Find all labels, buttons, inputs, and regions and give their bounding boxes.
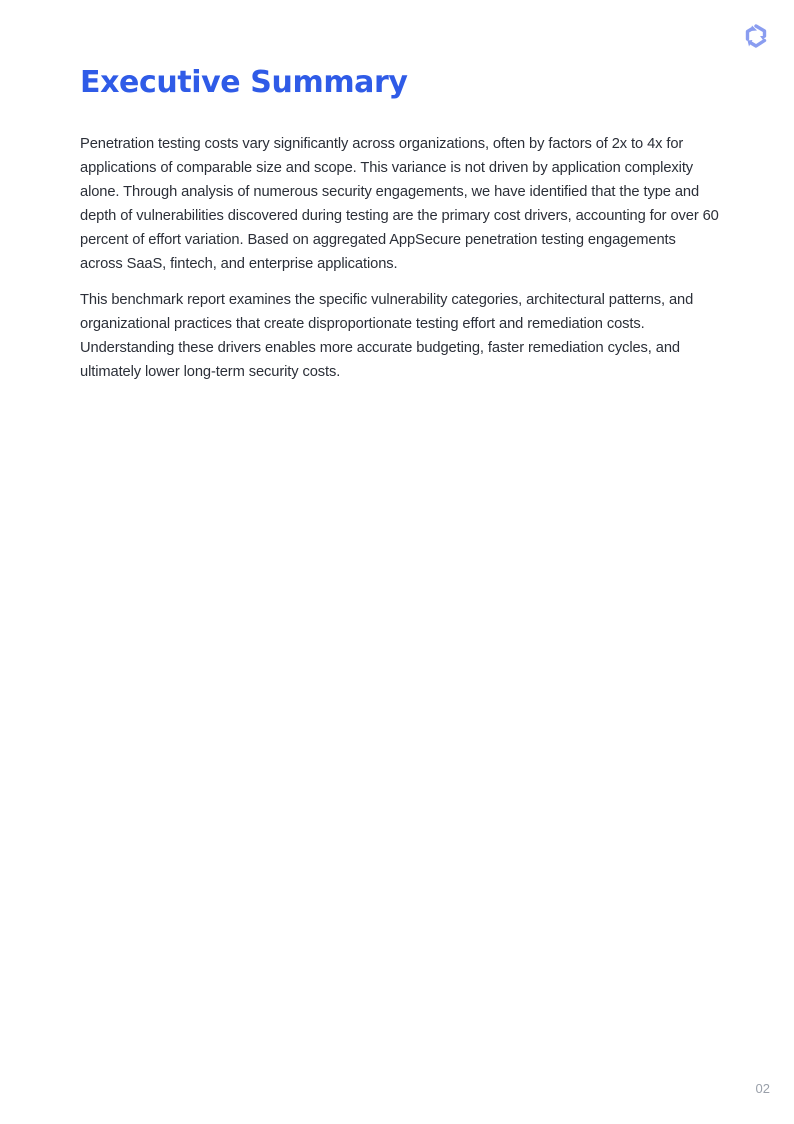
brand-logo-icon	[743, 23, 769, 49]
hexagon-arrows-icon	[743, 23, 769, 49]
summary-paragraph-2: This benchmark report examines the specific vulnerability categories, architectural patterns, and organizational practices that create disproportionate testing effort and remediation costs. Understanding these drivers enables more accurate budgeting, faster remediation cycles, and ultimately lower long-term security costs.	[80, 292, 694, 380]
summary-body	[80, 132, 720, 396]
page-title: Executive Summary	[80, 65, 408, 100]
summary-paragraph-1: Penetration testing costs vary significantly across organizations, often by factors of 2x to 4x for applications of comparable size and scope. This variance is not driven by application complexity alone. Through analysis of numerous security engagements, we have identified that the type and depth of vulnerabilities discovered during testing are the primary cost drivers, accounting for over 60 percent of effort variation. Based on aggregated AppSecure penetration testing engagements across SaaS, fintech, and enterprise applications.	[80, 136, 719, 272]
page-number: 02	[755, 1081, 770, 1096]
